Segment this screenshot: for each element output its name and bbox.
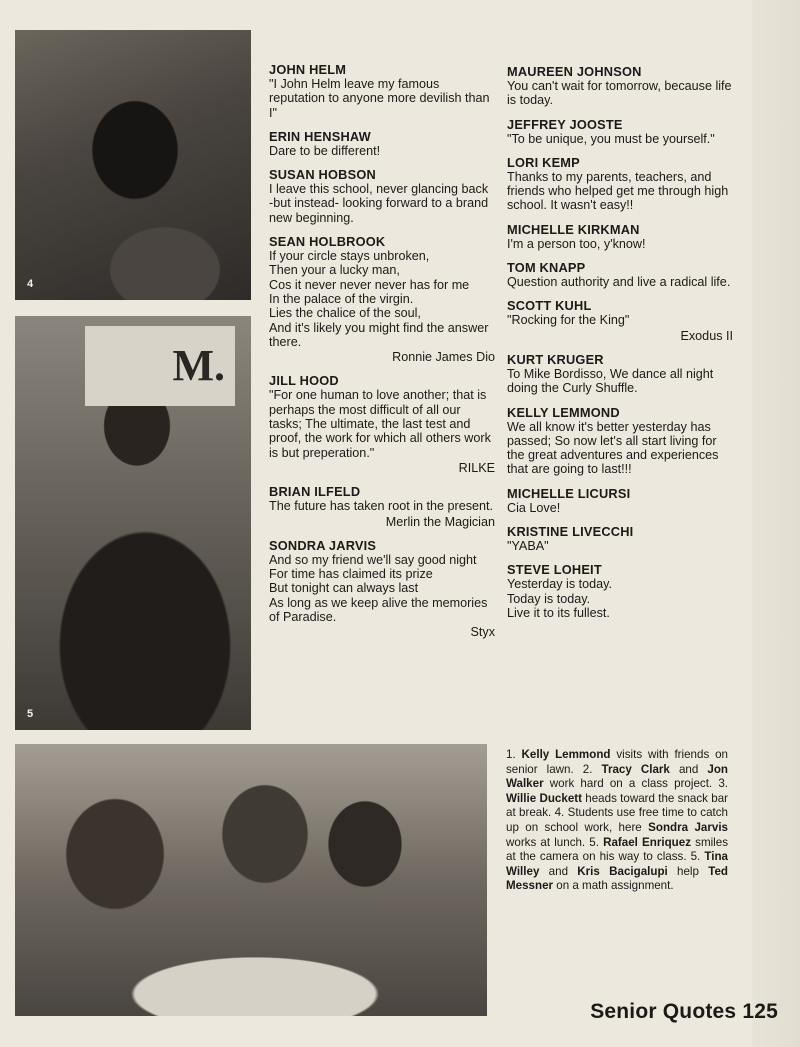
caption-name: Tina Willey bbox=[506, 850, 728, 878]
student-name: ERIN HENSHAW bbox=[269, 128, 371, 144]
photo-student-5 bbox=[15, 316, 251, 730]
quote-entry bbox=[507, 352, 733, 396]
caption-text: and bbox=[539, 864, 578, 878]
student-quote: I'm a person too, y'know! bbox=[507, 236, 646, 251]
student-name: SONDRA JARVIS bbox=[269, 537, 377, 553]
caption-name: Willie Duckett bbox=[506, 791, 582, 805]
student-quote: And so my friend we'll say good night For time has claimed its prize But tonight can always last As long as we keep alive the memories of Paradise. bbox=[269, 552, 488, 625]
photo-caption bbox=[506, 748, 728, 894]
student-quote: "YABA" bbox=[507, 539, 549, 554]
student-name: JEFFREY JOOSTE bbox=[507, 116, 623, 132]
student-quote: Question authority and live a radical life. bbox=[507, 275, 731, 290]
student-name: SEAN HOLBROOK bbox=[269, 234, 386, 250]
student-name: JILL HOOD bbox=[269, 373, 339, 389]
caption-text: work hard on a class project. 3. bbox=[543, 777, 728, 791]
student-quote: I leave this school, never glancing back -but instead- looking forward to a brand new beginning. bbox=[269, 182, 489, 225]
quote-attribution: Styx bbox=[470, 625, 495, 640]
student-name: JOHN HELM bbox=[269, 62, 347, 77]
student-quote: Cia Love! bbox=[507, 500, 561, 515]
quote-entry bbox=[507, 222, 733, 251]
quote-entry bbox=[507, 524, 733, 553]
quote-entry bbox=[507, 64, 733, 108]
caption-name: Ted Messner bbox=[506, 864, 728, 893]
photo-student-4 bbox=[15, 30, 251, 300]
student-name: SCOTT KUHL bbox=[507, 298, 592, 314]
quote-attribution: Merlin the Magician bbox=[385, 514, 495, 529]
student-name: KURT KRUGER bbox=[507, 351, 604, 367]
photo-students-group bbox=[15, 744, 487, 1016]
caption-name: Jon Walker bbox=[506, 762, 728, 791]
caption-text: visits with friends on senior lawn. 2. bbox=[506, 748, 729, 776]
student-quote: "For one human to love another; that is perhaps the most difficult of all our tasks; The ultimate, the last test and proof, the work for which all others work is but preperation." bbox=[269, 388, 491, 460]
caption-text: help bbox=[667, 864, 709, 878]
facing-page-edge bbox=[752, 0, 800, 1047]
caption-text: smiles at the camera on his way to class. 5. bbox=[506, 835, 729, 864]
quote-attribution: RILKE bbox=[458, 460, 495, 475]
page-footer bbox=[568, 1000, 778, 1024]
quotes-column-middle bbox=[269, 62, 495, 649]
caption-text: on a math assignment. bbox=[553, 879, 674, 893]
student-quote: "I John Helm leave my famous reputation to anyone more devilish than I" bbox=[269, 77, 490, 120]
student-name: KELLY LEMMOND bbox=[507, 404, 620, 420]
quote-entry bbox=[269, 129, 495, 158]
caption-text: 1. bbox=[506, 748, 522, 761]
student-quote: You can't wait for tomorrow, because life is today. bbox=[507, 79, 732, 108]
student-name: MICHELLE KIRKMAN bbox=[507, 221, 640, 237]
student-quote: "To be unique, you must be yourself." bbox=[507, 131, 715, 146]
student-quote: Yesterday is today. Today is today. Live it to its fullest. bbox=[507, 577, 613, 620]
student-name: TOM KNAPP bbox=[507, 260, 586, 276]
quotes-column-right bbox=[507, 64, 733, 629]
student-quote: If your circle stays unbroken, Then your a lucky man, Cos it never never never has for me In the palace of the virgin. Lies the chalice of the soul, And it's likely you might find the answer there. bbox=[269, 249, 489, 349]
caption-text: and bbox=[669, 762, 708, 776]
caption-name: Tracy Clark bbox=[601, 762, 670, 776]
student-name: BRIAN ILFELD bbox=[269, 484, 361, 500]
student-name: MAUREEN JOHNSON bbox=[507, 64, 642, 79]
quote-entry bbox=[269, 62, 495, 120]
quote-entry bbox=[507, 486, 733, 515]
quote-entry bbox=[269, 373, 495, 475]
student-quote: To Mike Bordisso, We dance all night doing the Curly Shuffle. bbox=[507, 366, 714, 396]
photo-number: 5 bbox=[27, 708, 34, 720]
quote-entry bbox=[507, 562, 733, 620]
quote-entry bbox=[507, 155, 733, 213]
background-sign: M. bbox=[85, 326, 235, 406]
student-quote: We all know it's better yesterday has passed; So now let's all start living for the great adventures and experiences that are going to last!!! bbox=[507, 419, 719, 477]
page-number: 125 bbox=[742, 1000, 778, 1023]
quote-attribution: Ronnie James Dio bbox=[392, 350, 495, 365]
caption-name: Kelly Lemmond bbox=[521, 748, 611, 761]
quote-entry bbox=[507, 405, 733, 477]
student-name: SUSAN HOBSON bbox=[269, 167, 376, 183]
quote-entry bbox=[269, 484, 495, 529]
caption-name: Sondra Jarvis bbox=[648, 820, 728, 834]
student-quote: Thanks to my parents, teachers, and friends who helped get me through high school. It wasn't easy!! bbox=[507, 169, 729, 213]
student-name: KRISTINE LIVECCHI bbox=[507, 524, 634, 540]
student-name: MICHELLE LICURSI bbox=[507, 485, 631, 501]
student-quote: Dare to be different! bbox=[269, 143, 381, 158]
quote-attribution: Exodus II bbox=[680, 328, 733, 343]
caption-name: Rafael Enriquez bbox=[603, 835, 692, 849]
quote-entry bbox=[269, 167, 495, 225]
photo-number: 4 bbox=[27, 278, 34, 290]
student-quote: The future has taken root in the present. bbox=[269, 499, 494, 514]
quote-entry bbox=[507, 298, 733, 343]
caption-text: works at lunch. 5. bbox=[506, 835, 604, 849]
quote-entry bbox=[269, 538, 495, 640]
student-quote: "Rocking for the King" bbox=[507, 313, 630, 328]
quote-entry bbox=[507, 260, 733, 289]
caption-name: Kris Bacigalupi bbox=[577, 864, 668, 878]
section-title: Senior Quotes bbox=[590, 1000, 737, 1023]
quote-entry bbox=[507, 117, 733, 146]
student-name: STEVE LOHEIT bbox=[507, 562, 602, 578]
caption-text: heads toward the snack bar at break. 4. Students use free time to catch up on school work, here bbox=[506, 791, 729, 834]
quote-entry bbox=[269, 234, 495, 364]
student-name: LORI KEMP bbox=[507, 154, 580, 170]
